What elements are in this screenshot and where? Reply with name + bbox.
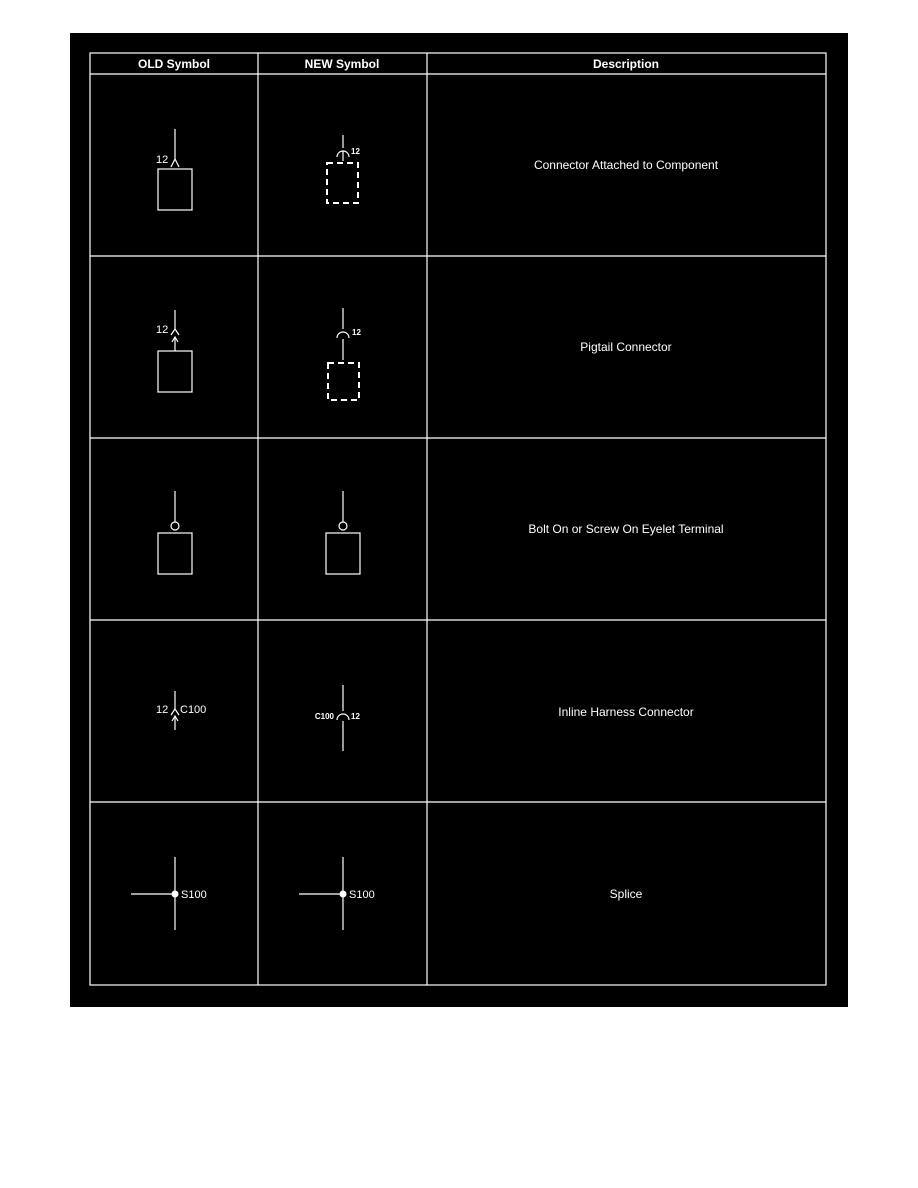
table-border <box>90 53 826 985</box>
description-text: Pigtail Connector <box>580 340 672 354</box>
old-eyelet-terminal-symbol <box>158 491 192 574</box>
old-splice-symbol <box>131 857 207 930</box>
new-pigtail-connector-symbol <box>328 308 361 400</box>
old-pigtail-connector-symbol <box>156 310 192 392</box>
svg-text:12: 12 <box>156 704 169 716</box>
header-new-symbol: NEW Symbol <box>304 57 380 71</box>
row-splice <box>131 857 643 930</box>
connector-id: C100 <box>180 704 207 716</box>
svg-text:12: 12 <box>156 154 169 166</box>
svg-text:12: 12 <box>352 328 361 337</box>
splice-dot-icon <box>172 891 179 898</box>
splice-dot-icon <box>340 891 347 898</box>
description-text: Bolt On or Screw On Eyelet Terminal <box>528 522 724 536</box>
description-text: Splice <box>609 887 643 901</box>
svg-text:12: 12 <box>351 712 360 721</box>
row-pigtail-connector <box>156 308 672 400</box>
connector-id: C100 <box>314 712 334 721</box>
row-eyelet-terminal <box>158 491 724 574</box>
header-old-symbol: OLD Symbol <box>137 57 211 71</box>
description-text: Connector Attached to Component <box>533 158 719 172</box>
new-splice-symbol <box>299 857 375 930</box>
old-connector-attached-symbol <box>156 129 192 210</box>
svg-text:12: 12 <box>351 147 360 156</box>
splice-id: S100 <box>349 889 375 901</box>
header-description: Description <box>592 57 660 71</box>
symbol-chart-panel <box>70 33 848 1007</box>
splice-id: S100 <box>181 889 207 901</box>
svg-text:12: 12 <box>156 324 169 336</box>
symbol-table <box>70 33 848 1007</box>
row-inline-harness-connector <box>156 685 694 751</box>
old-inline-harness-symbol <box>156 691 206 730</box>
new-connector-attached-symbol <box>327 135 360 203</box>
description-text: Inline Harness Connector <box>558 705 694 719</box>
new-inline-harness-symbol <box>315 685 361 751</box>
table-grid <box>90 53 826 985</box>
new-eyelet-terminal-symbol <box>326 491 360 574</box>
row-connector-attached <box>156 129 719 210</box>
